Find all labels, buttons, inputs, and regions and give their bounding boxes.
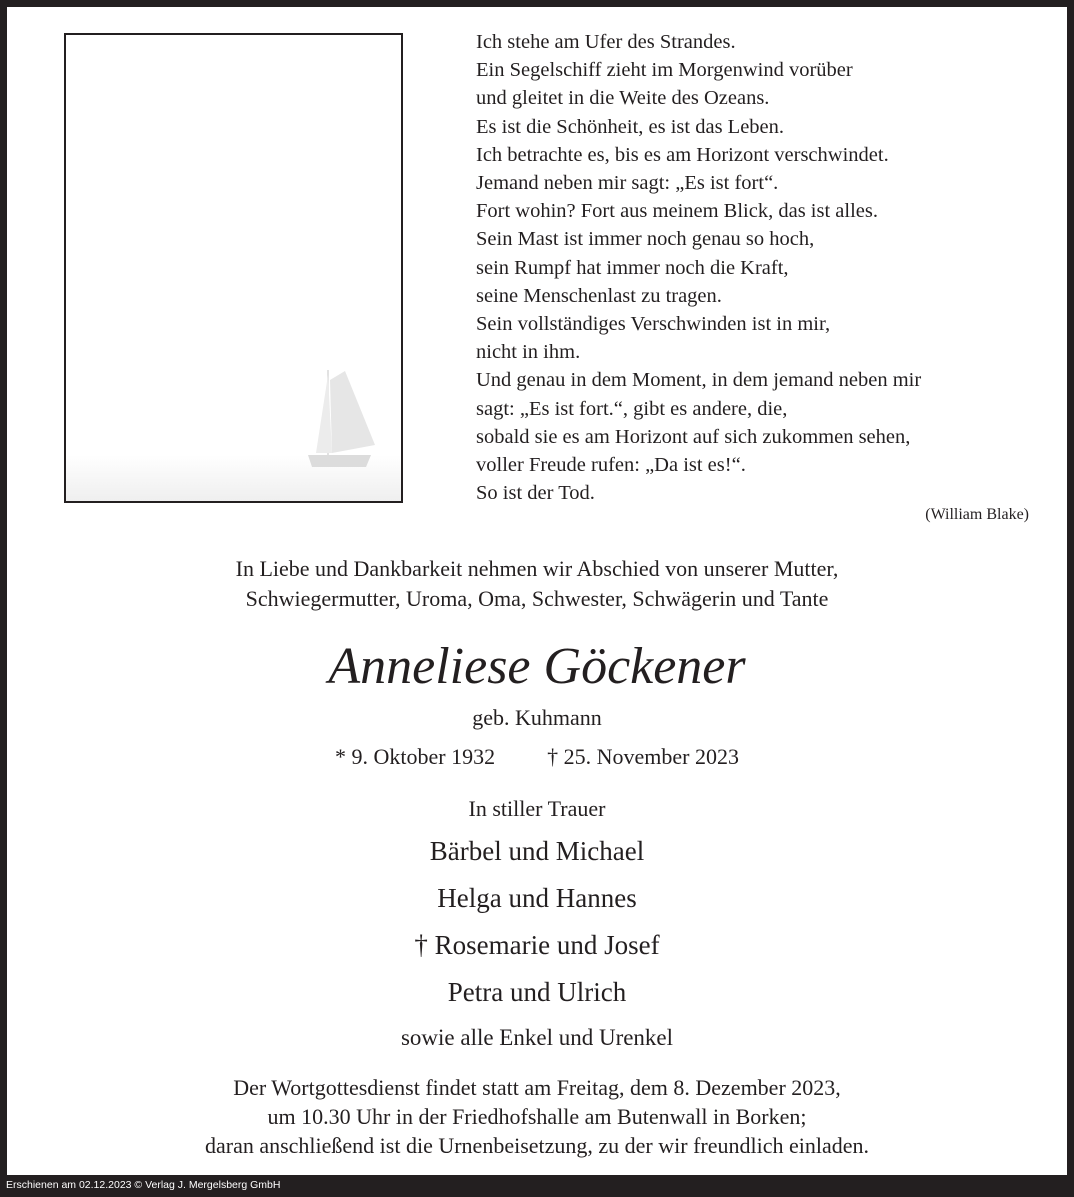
life-dates [7, 744, 1067, 770]
death-date: † 25. November 2023 [547, 744, 739, 769]
poem-line: nicht in ihm. [476, 341, 581, 364]
poem-line: sobald sie es am Horizont auf sich zukommen sehen, [476, 425, 911, 448]
poem-line: Jemand neben mir sagt: „Es ist fort“. [476, 172, 779, 195]
poem [476, 28, 1036, 507]
poem-line: Ich stehe am Ufer des Strandes. [476, 31, 736, 53]
mourning-heading: In stiller Trauer [468, 796, 606, 821]
mourner: Petra und Ulrich [447, 977, 627, 1007]
poem-line: sagt: „Es ist fort.“, gibt es andere, die, [476, 397, 788, 420]
poem-line: Es ist die Schönheit, es ist das Leben. [476, 115, 785, 138]
service-line: um 10.30 Uhr in der Friedhofshalle am Butenwall in Borken; [267, 1104, 807, 1129]
deceased-name: Anneliese Göckener [328, 638, 746, 695]
poem-line: So ist der Tod. [476, 482, 595, 505]
sailboat-photo [64, 33, 403, 503]
obituary-page [7, 7, 1067, 1175]
grandchildren-text: sowie alle Enkel und Urenkel [400, 1025, 674, 1050]
intro-line-2: Schwiegermutter, Uroma, Oma, Schwester, Schwägerin und Tante [245, 586, 829, 611]
mourner: Helga und Hannes [437, 883, 637, 913]
poem-line: Sein Mast ist immer noch genau so hoch, [476, 228, 815, 251]
poem-line: Und genau in dem Moment, in dem jemand neben mir [476, 369, 922, 392]
poem-line: Ein Segelschiff zieht im Morgenwind vorüber [476, 59, 853, 82]
poem-line: voller Freude rufen: „Da ist es!“. [476, 454, 746, 477]
maiden-name: geb. Kuhmann [472, 705, 602, 730]
poem-line: seine Menschenlast zu tragen. [476, 284, 722, 307]
mourner: Bärbel und Michael [429, 836, 645, 866]
publication-footer: Erschienen am 02.12.2023 © Verlag J. Mergelsberg GmbH [6, 1179, 281, 1191]
sailboat-icon [66, 35, 401, 501]
poem-line: und gleitet in die Weite des Ozeans. [476, 87, 770, 110]
mourner: † Rosemarie und Josef [414, 930, 660, 960]
intro-text [7, 554, 1067, 614]
poem-line: Fort wohin? Fort aus meinem Blick, das ist alles. [476, 200, 878, 223]
poem-line: Ich betrachte es, bis es am Horizont verschwindet. [476, 143, 889, 166]
poem-author: (William Blake) [925, 506, 1029, 523]
service-line: daran anschließend ist die Urnenbeisetzung, zu der wir freundlich einladen. [204, 1133, 870, 1158]
intro-line-1: In Liebe und Dankbarkeit nehmen wir Abschied von unserer Mutter, [235, 556, 839, 581]
birth-date: * 9. Oktober 1932 [335, 744, 496, 769]
poem-line: Sein vollständiges Verschwinden ist in mir, [476, 313, 831, 336]
service-info [7, 1073, 1067, 1160]
poem-line: sein Rumpf hat immer noch die Kraft, [476, 256, 789, 279]
service-line: Der Wortgottesdienst findet statt am Freitag, dem 8. Dezember 2023, [233, 1075, 841, 1100]
mourners-list [7, 836, 1067, 1024]
